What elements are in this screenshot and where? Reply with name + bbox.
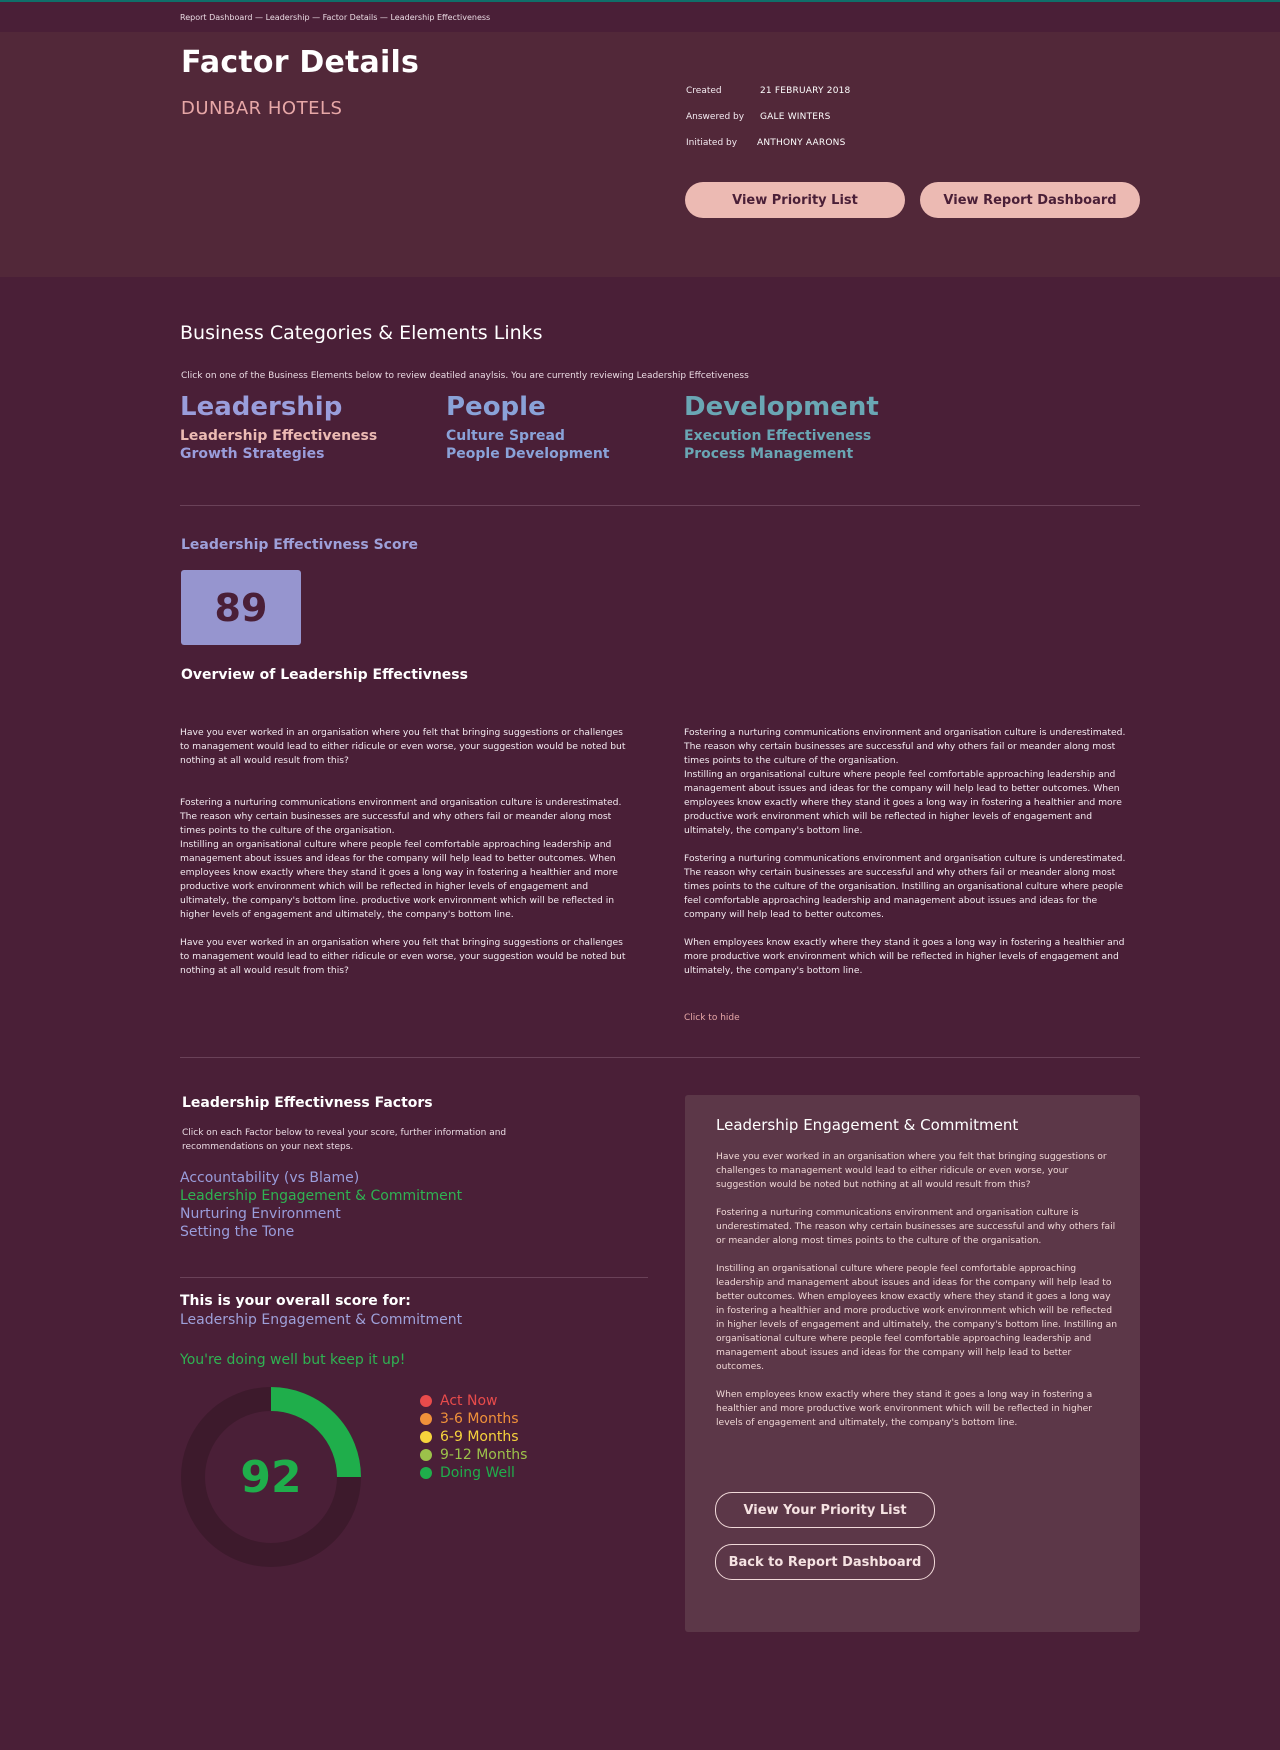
click-to-hide-link[interactable]: Click to hide	[684, 1013, 740, 1023]
legend-dot-icon	[420, 1449, 432, 1461]
link-leadership-effectiveness[interactable]: Leadership Effectiveness	[180, 428, 378, 444]
divider	[180, 505, 1140, 506]
overview-right-paragraph: Fostering a nurturing communications environment and organisation culture is underestimated. The reason why certain businesses are successful and why others fail or meander along most times points to the culture of the organisation. Instilling an organisational culture where people feel comfortable approaching leadership and management about issues and ideas for the company will help lead to better outcomes. When employees know exactly where they stand it goes a long way in fostering a healthier and more productive work environment which will be reflected in higher levels of engagement and ultimately, the company's bottom line.	[684, 727, 1126, 836]
breadcrumb	[180, 13, 490, 22]
legend-label: 9-12 Months	[440, 1447, 528, 1463]
view-your-priority-list-button[interactable]: View Your Priority List	[715, 1492, 935, 1528]
legend-dot-icon	[420, 1467, 432, 1479]
breadcrumb-sep: —	[377, 13, 391, 22]
breadcrumb-item-factor-details[interactable]: Factor Details	[322, 13, 378, 22]
legend-dot-icon	[420, 1413, 432, 1425]
categories-note: Click on one of the Business Elements below to review deatiled anaylsis. You are currently reviewing Leadership Effcetiveness	[181, 371, 749, 381]
legend-item-doing-well	[420, 1465, 515, 1481]
link-culture-spread[interactable]: Culture Spread	[446, 428, 565, 444]
legend-label: Doing Well	[440, 1465, 515, 1481]
factor-link-accountability[interactable]: Accountability (vs Blame)	[180, 1170, 360, 1186]
donut-score-value: 92	[240, 1451, 302, 1503]
panel-title: Leadership Engagement & Commitment	[716, 1116, 1019, 1134]
overview-right-paragraph: When employees know exactly where they stand it goes a long way in fostering a healthier and more productive work environment which will be reflected in higher levels of engagement and ultimately, the company's bottom line.	[684, 937, 1125, 976]
legend-dot-icon	[420, 1395, 432, 1407]
divider	[180, 1277, 648, 1278]
overview-left-paragraph: Have you ever worked in an organisation where you felt that bringing suggestions or challenges to management would lead to either ridicule or even worse, your suggestion would be noted but nothing at all would result from this?	[180, 727, 626, 766]
meta-answered-label: Answered by	[686, 112, 745, 122]
score-badge: 89	[181, 570, 301, 645]
factor-link-nurturing-environment[interactable]: Nurturing Environment	[180, 1206, 341, 1222]
breadcrumb-item-dashboard[interactable]: Report Dashboard	[180, 13, 253, 22]
breadcrumb-item-current: Leadership Effectiveness	[390, 13, 491, 22]
overview-title: Overview of Leadership Effectivness	[181, 667, 468, 683]
legend-dot-icon	[420, 1431, 432, 1443]
panel-paragraph: Instilling an organisational culture where people feel comfortable approaching leadership and management about issues and ideas for the company will help lead to better outcomes. When employees know exactly where they stand it goes a long way in fostering a healthier and more productive work environment which will be reflected in higher levels of engagement and ultimately, the company's bottom line. Instilling an organisational culture where people feel comfortable approaching leadership and management about issues and ideas for the company will help lead to better outcomes.	[716, 1263, 1118, 1372]
meta-initiated-value: ANTHONY AARONS	[757, 138, 846, 148]
overview-right-paragraph: Fostering a nurturing communications environment and organisation culture is underestimated. The reason why certain businesses are successful and why others fail or meander along most times points to the culture of the organisation. Instilling an organisational culture where people feel comfortable approaching leadership and management about issues and ideas for the company will help lead to better outcomes.	[684, 853, 1126, 920]
overall-score-factor: Leadership Engagement & Commitment	[180, 1312, 463, 1328]
panel-paragraph: When employees know exactly where they stand it goes a long way in fostering a healthier and more productive work environment which will be reflected in higher levels of engagement and ultimately, the company's bottom line.	[716, 1389, 1093, 1428]
overall-score-heading: This is your overall score for:	[180, 1293, 411, 1309]
factors-title: Leadership Effectivness Factors	[182, 1095, 433, 1111]
factors-note: Click on each Factor below to reveal your score, further information and recommendations on your next steps.	[182, 1128, 507, 1152]
legend-item-3-6-months	[420, 1411, 519, 1427]
company-name: DUNBAR HOTELS	[181, 98, 343, 119]
breadcrumb-bar	[0, 2, 1280, 32]
factor-link-engagement-commitment[interactable]: Leadership Engagement & Commitment	[180, 1188, 463, 1204]
back-to-report-dashboard-button[interactable]: Back to Report Dashboard	[715, 1544, 935, 1580]
breadcrumb-sep: —	[309, 13, 323, 22]
legend-label: 6-9 Months	[440, 1429, 519, 1445]
link-growth-strategies[interactable]: Growth Strategies	[180, 446, 325, 462]
breadcrumb-sep: —	[252, 13, 266, 22]
meta-initiated-label: Initiated by	[686, 138, 738, 148]
overview-left-paragraph: Fostering a nurturing communications environment and organisation culture is underestimated. The reason why certain businesses are successful and why others fail or meander along most times points to the culture of the organisation. Instilling an organisational culture where people feel comfortable approaching leadership and management about issues and ideas for the company will help lead to better outcomes. When employees know exactly where they stand it goes a long way in fostering a healthier and more productive work environment which will be reflected in higher levels of engagement and ultimately, the company's bottom line. productive work environment which will be reflected in higher levels of engagement and ultimately, the company's bottom line.	[180, 797, 622, 920]
factor-link-setting-the-tone[interactable]: Setting the Tone	[180, 1224, 295, 1240]
divider	[180, 1057, 1140, 1058]
categories-title: Business Categories & Elements Links	[180, 322, 543, 344]
category-development: Development	[684, 392, 879, 422]
legend-item-9-12-months	[420, 1447, 527, 1463]
legend-item-6-9-months	[420, 1429, 519, 1445]
overview-left-paragraph: Have you ever worked in an organisation where you felt that bringing suggestions or challenges to management would lead to either ridicule or even worse, your suggestion would be noted but nothing at all would result from this?	[180, 937, 626, 976]
panel-paragraph: Fostering a nurturing communications environment and organisation culture is underestimated. The reason why certain businesses are successful and why others fail or meander along most times points to the culture of the organisation.	[716, 1207, 1116, 1246]
link-people-development[interactable]: People Development	[446, 446, 610, 462]
view-report-dashboard-button[interactable]: View Report Dashboard	[920, 182, 1140, 218]
legend-item-act-now	[420, 1393, 497, 1409]
score-label: Leadership Effectivness Score	[181, 537, 418, 553]
view-priority-list-button[interactable]: View Priority List	[685, 182, 905, 218]
legend-label: Act Now	[440, 1393, 498, 1409]
breadcrumb-item-leadership[interactable]: Leadership	[265, 13, 310, 22]
link-process-management[interactable]: Process Management	[684, 446, 854, 462]
category-leadership: Leadership	[180, 392, 343, 422]
meta-answered-value: GALE WINTERS	[760, 112, 831, 122]
legend-label: 3-6 Months	[440, 1411, 519, 1427]
panel-paragraph: Have you ever worked in an organisation where you felt that bringing suggestions or challenges to management would lead to either ridicule or even worse, your suggestion would be noted but nothing at all would result from this?	[716, 1151, 1107, 1190]
meta-created-value: 21 FEBRUARY 2018	[760, 86, 851, 96]
encouragement-message: You're doing well but keep it up!	[180, 1352, 406, 1368]
page-title: Factor Details	[181, 45, 420, 80]
meta-created-label: Created	[686, 86, 722, 96]
category-people: People	[446, 392, 546, 422]
link-execution-effectiveness[interactable]: Execution Effectiveness	[684, 428, 872, 444]
